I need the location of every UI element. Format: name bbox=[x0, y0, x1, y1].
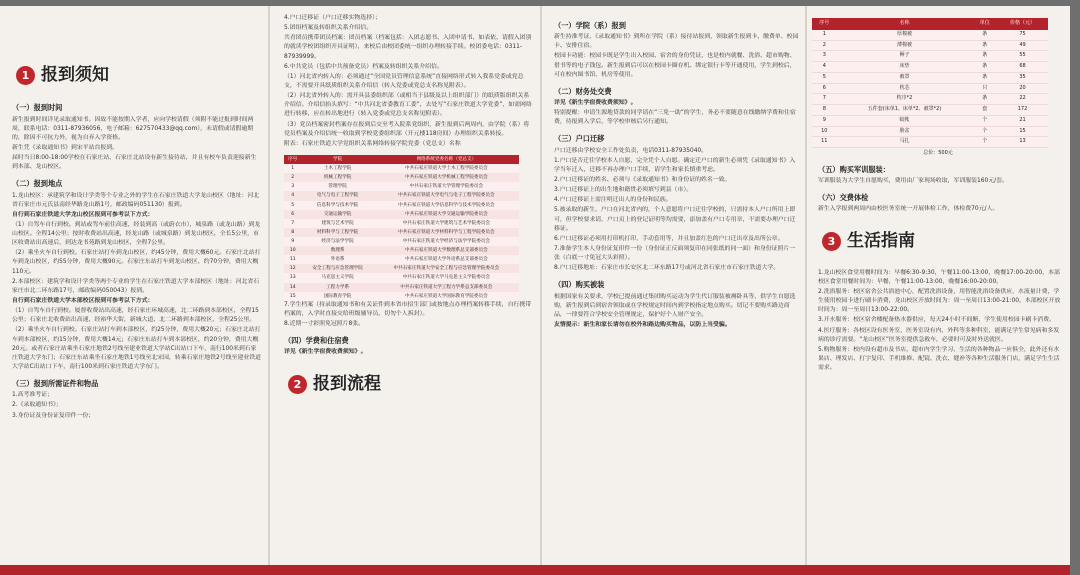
paragraph: 1.户口是否迁往学校本人自愿，完全凭个人自愿。确定迁户口的新生必须凭《录取通知书》入学当年迁入，迁移不再办理户口手续，请学生和家长慎重考虑。 bbox=[554, 157, 796, 173]
table-cell: 75 bbox=[997, 30, 1048, 40]
table-cell: 厚棉被 bbox=[837, 30, 973, 40]
table-row bbox=[284, 219, 519, 228]
table-row bbox=[812, 94, 1048, 105]
paragraph: （1）自驾车自行到校。厦督收费站出高速，经石家庄环城高速，北二环路到本部校区，全程15公里；石家庄北收费站出高速，经裕华大街，新城大道、北二环路到本部校区，全程25公里。 bbox=[12, 308, 259, 324]
table-cell: 4 bbox=[284, 191, 301, 200]
table-cell: 国际教育学院 bbox=[301, 292, 373, 301]
subsection-heading: （四）学费和住宿费 bbox=[284, 336, 349, 346]
fold-line bbox=[540, 6, 542, 575]
subsection-heading: （一）报到时间 bbox=[12, 103, 63, 113]
paragraph: 1.龙山校区：承建筑学和设计学类等个专业之外的学生在石家庄铁道大学龙山校区（地址：河北省石家庄市元氏县南经华路龙山路1号，邮政编码051130）报到。 bbox=[12, 192, 260, 208]
table-cell: 11 bbox=[284, 255, 301, 264]
table-cell: 5 bbox=[812, 72, 837, 83]
table-cell: 6 bbox=[284, 210, 301, 219]
table-cell: 中共石家庄铁道大学土木工程学院委员会 bbox=[374, 164, 519, 173]
subsection-heading: （一）学院（系）报到 bbox=[554, 21, 626, 30]
panel-registration-cont bbox=[278, 14, 533, 562]
paragraph: 特别提醒：申请生源地贷款的同学请在“三免一助”的学生，务必不要随意在线缴纳学费和住宿费，待报到入学后，等学校审核后另行通知。 bbox=[554, 110, 796, 126]
paragraph: 7.学生档案（持录取通知书和有关证件到本省市招生部门或按地点办理档案转移手续，自行携带档案的，入学时直接交给班级辅导员，切勿个人拆封）。 bbox=[284, 301, 532, 317]
table-cell: 套 bbox=[972, 105, 997, 116]
table-row bbox=[812, 40, 1048, 51]
table-row bbox=[284, 283, 519, 292]
subsection-heading: （六）交费体检 bbox=[818, 193, 869, 203]
table-cell: 管理学院 bbox=[301, 182, 373, 191]
table-cell: 脸盆 bbox=[837, 126, 973, 137]
panel-body bbox=[548, 20, 800, 330]
paragraph: （1）河北省内转入的：必须通过“全国党员管理信息系统”直接网络形式转入我系党委或党总支，不需要开具纸质组织关系介绍信（转入党委或党总支名称见附表）。 bbox=[284, 73, 524, 89]
table-row bbox=[812, 115, 1048, 126]
table-cell: 2 bbox=[812, 40, 837, 51]
table-header-cell: 序号 bbox=[284, 155, 301, 164]
brochure-sheet bbox=[0, 6, 1070, 575]
table-cell: 22 bbox=[997, 94, 1048, 105]
table-cell: 35 bbox=[997, 72, 1048, 83]
table-row bbox=[812, 62, 1048, 73]
table-header-cell: 单位 bbox=[972, 18, 997, 30]
table-cell: 2 bbox=[284, 173, 301, 182]
table-cell: 中共石家庄铁道大学数理系总支部委员会 bbox=[374, 246, 519, 255]
table-cell: 个 bbox=[972, 115, 997, 126]
section-title bbox=[288, 371, 533, 397]
table-header-cell: 序号 bbox=[812, 18, 837, 30]
table-cell: 五件套(床单1、床单*2、被罩*2) bbox=[837, 105, 973, 116]
table-cell: 薄棉被 bbox=[837, 40, 973, 51]
table-cell: 20 bbox=[997, 83, 1048, 94]
section-number-badge: 3 bbox=[822, 232, 841, 251]
section-title bbox=[16, 62, 262, 88]
paragraph: 3.开水服务：校区宿舍楼配备热水器供应，每天24小时不间断，学生使用校园卡刷卡消费。 bbox=[818, 317, 1055, 324]
subsection-heading: （四）购买被装 bbox=[554, 280, 605, 290]
panel-registration-notice bbox=[6, 14, 262, 562]
section-number-badge: 2 bbox=[288, 375, 307, 394]
bedding-total: 总价：500元 bbox=[923, 150, 953, 156]
table-cell: 中共石家庄铁道大学经济与法学学院委员会 bbox=[374, 237, 519, 246]
table-cell: 条 bbox=[972, 30, 997, 40]
table-header-cell: 名称 bbox=[837, 18, 973, 30]
table-cell: 中共石家庄铁道大学外语系总支部委员会 bbox=[374, 255, 519, 264]
table-cell: 14 bbox=[284, 283, 301, 292]
table-cell: 55 bbox=[997, 51, 1048, 62]
panel-body bbox=[278, 14, 533, 149]
table-cell: 条 bbox=[972, 51, 997, 62]
paragraph: 根据国家有关要求，学校已提前通过集团购买运动为学生代订服装被褥卧具等，供学生自愿选购，新生报到后到宿舍领取或在学校规定时间内到学校指定地点购买。切记不要购买路边商品，一律要符合学校安全管理规定，保护好个人财产安全。 bbox=[554, 293, 796, 318]
table-row bbox=[812, 126, 1048, 137]
subsection-heading: （二）报到地点 bbox=[12, 179, 63, 189]
table-cell: 10 bbox=[284, 246, 301, 255]
fold-line bbox=[805, 6, 807, 575]
table-cell: 9 bbox=[284, 237, 301, 246]
table-row bbox=[812, 137, 1048, 148]
table-cell: 1 bbox=[812, 30, 837, 40]
paragraph: （2）河北省外转入的：需开具县委组织部（或相当于县级及以上组织部门）的纸质版组织关系介绍信。介绍信抬头填写：“中共河北省委教育工委”，去处写“石家庄铁道大学党委”，如需网络进行转移，应在转出地进行（转入党委或党总支名称见附表）。 bbox=[284, 93, 532, 118]
table-row bbox=[284, 255, 519, 264]
table-cell: 马克思主义学院 bbox=[301, 273, 373, 282]
table-row bbox=[284, 292, 519, 301]
table-cell: 3 bbox=[812, 51, 837, 62]
table-cell: 交通运输学院 bbox=[301, 210, 373, 219]
subsection-heading: （三）户口迁移 bbox=[554, 134, 605, 144]
paragraph: 7.准备学生本人身份证复印件一份（身份证正反面须复印在同张纸的同一面）和身份证照片一张（白底一寸免冠大头彩照）。 bbox=[554, 246, 796, 262]
table-cell: 条 bbox=[972, 62, 997, 73]
paragraph: 详见《新生学宿费收费须知》。 bbox=[284, 349, 367, 356]
panel-life-guide bbox=[812, 14, 1064, 562]
section-title-text: 报到须知 bbox=[41, 65, 109, 85]
paragraph: 新生持准考证、《录取通知书》到所在学院（系）接待站报到，领取新生报到卡、缴费单、校园卡、安排住宿。 bbox=[554, 34, 799, 50]
table-cell: 床垫 bbox=[837, 62, 973, 73]
table-cell: 68 bbox=[997, 62, 1048, 73]
table-cell: 枕巾*2 bbox=[837, 94, 973, 105]
table-cell: 信息科学与技术学院 bbox=[301, 201, 373, 210]
paragraph: 8.近期一寸彩照免冠照片8张。 bbox=[284, 321, 365, 327]
table-cell: 建筑与艺术学院 bbox=[301, 219, 373, 228]
paragraph: 户口迁移由学校安全工作处负责，电话0311-87935040。 bbox=[554, 147, 708, 154]
section-title-text: 报到流程 bbox=[313, 374, 381, 395]
table-cell: 机械工程学院 bbox=[301, 173, 373, 182]
table-cell: 8 bbox=[812, 105, 837, 116]
table-cell: 5 bbox=[284, 201, 301, 210]
table-cell: 13 bbox=[997, 137, 1048, 148]
table-cell: 数理系 bbox=[301, 246, 373, 255]
table-cell: 中共石家庄铁道大学管理学院委员会 bbox=[374, 182, 519, 191]
table-cell: 10 bbox=[812, 126, 837, 137]
panel-body-lower bbox=[812, 269, 1064, 374]
table-row bbox=[284, 264, 519, 273]
table-cell: 8 bbox=[284, 228, 301, 237]
paragraph: 6.中共党员（包括中共预备党员）档案及转组织关系介绍信。 bbox=[284, 63, 443, 70]
table-cell: 21 bbox=[997, 115, 1048, 126]
table-header-cell: 学院 bbox=[301, 155, 373, 164]
table-row bbox=[284, 228, 519, 237]
table-cell: 条 bbox=[972, 94, 997, 105]
table-cell: 4 bbox=[812, 62, 837, 73]
table-cell: 15 bbox=[997, 126, 1048, 137]
paragraph: 2.本部校区：建筑学和设计学类等两个专业的学生在石家庄铁道大学本部校区（地址：河北省石家庄市北二环东路17号，邮政编码050043）报到。 bbox=[12, 278, 260, 294]
table-cell: 马扎 bbox=[837, 137, 973, 148]
table-cell: 49 bbox=[997, 40, 1048, 51]
subsection-heading: （五）购买军训服装： bbox=[818, 164, 890, 174]
bedding-price-table bbox=[812, 18, 1048, 148]
subsection-heading: （三）报到所需证件和物品 bbox=[12, 379, 99, 389]
table-cell: 中共石家庄铁道大学电气与电子工程学院委员会 bbox=[374, 191, 519, 200]
paragraph: 8.户口迁移地址：石家庄市长安区北二环东路17号或河北省石家庄市石家庄铁道大学。 bbox=[554, 265, 780, 272]
table-cell: 7 bbox=[812, 94, 837, 105]
table-cell: 材料科学与工程学院 bbox=[301, 228, 373, 237]
table-row bbox=[812, 105, 1048, 116]
panel-body bbox=[812, 164, 1064, 215]
paragraph: 2.《录取通知书》； bbox=[12, 402, 62, 409]
paragraph: 新生凭《录取通知书》到宋平站台报到。 bbox=[12, 144, 119, 151]
paragraph: 4.医疗服务：各校区设有医务室，医务室设有内、外科等多种科室，能满足学生常见病和多发病的诊疗需要。“龙山校区”医务室提供急救车，必要时可及时外送就医。 bbox=[818, 327, 1060, 343]
table-cell: 1 bbox=[284, 164, 301, 173]
section-title-text: 生活指南 bbox=[847, 231, 915, 252]
paragraph: 3.身份证及身份证复印件一份； bbox=[12, 412, 95, 419]
subsection-heading: （二）财务处交费 bbox=[554, 86, 612, 96]
paragraph: 详见《新生学宿费收费须知》。 bbox=[554, 100, 637, 107]
table-header-cell: 网络系统党委名称（党总支） bbox=[374, 155, 519, 164]
table-cell: 电气与电子工程学院 bbox=[301, 191, 373, 200]
table-cell: 条 bbox=[972, 72, 997, 83]
panel-body bbox=[6, 102, 262, 420]
paragraph: （3）党员档案密封档案存在报到后交至考入院系党组织，新生报到后两周内，由学院（系）将党员档案及介绍信统一收取到学校党委组织部（开元楼118房间）办理组织关系转接。 bbox=[284, 121, 530, 137]
table-caption: 附表：石家庄铁道大学党组织关系网络转接学院党委（党总支）名称 bbox=[284, 140, 461, 147]
table-row bbox=[284, 210, 519, 219]
table-cell: 经济与法学学院 bbox=[301, 237, 373, 246]
table-row bbox=[284, 173, 519, 182]
table-cell: 被罩 bbox=[837, 72, 973, 83]
panel-registration-process bbox=[548, 14, 800, 562]
table-cell: 中共石家庄铁道大学交通运输学院委员会 bbox=[374, 210, 519, 219]
table-row bbox=[284, 191, 519, 200]
paragraph: （2）乘坐火车自行到校。石家庄站打车到龙山校区，约45分钟，费用大概60元。石家庄北站打车到龙山校区，约55分钟，费用大概90元。石家庄东站打车到龙山校区，约70分钟，费用大概110元。 bbox=[12, 250, 261, 275]
table-cell: 7 bbox=[284, 219, 301, 228]
paragraph: 4.户口迁移证（户口迁移实物选择）； bbox=[284, 15, 381, 21]
table-row bbox=[284, 164, 519, 173]
paragraph: 1.龙山校区食堂用餐时间为：早餐6:30-9:30，午餐11:00-13:00，晚餐17:00-20:00，本部校区食堂用餐时间为：早餐，午餐11:00-13:00，晚餐16:00-20:00。 bbox=[818, 269, 1060, 285]
table-cell: 个 bbox=[972, 126, 997, 137]
table-cell: 6 bbox=[812, 83, 837, 94]
table-cell: 3 bbox=[284, 182, 301, 191]
table-cell: 11 bbox=[812, 137, 837, 148]
table-row bbox=[284, 273, 519, 282]
paragraph: 1.高考准考证； bbox=[12, 392, 53, 399]
table-row bbox=[284, 237, 519, 246]
table-cell: 中共石家庄铁道大学国际教育学院委员会 bbox=[374, 292, 519, 301]
paragraph: 5.被录取的新生，户口在河北省内的，个人意愿将户口迁往学校的，只需持本人户口所用上即可，但学校要求请，户口页上的登记证明等均需要，添加盖有户口专用章，不需要办理户口迁移证。 bbox=[554, 207, 796, 232]
paragraph: 5.购物服务：校内设有超市及书店，超市内学生学习、生活的各种物品一应俱全，此外还有水果店、理发店、打字复印、手机维修、配镜、洗衣、缝补等各种生活服务门店，满足学生生活需求。 bbox=[818, 346, 1060, 372]
table-cell: 蚊帐 bbox=[837, 115, 973, 126]
table-cell: 枕芯 bbox=[837, 83, 973, 94]
table-row bbox=[812, 51, 1048, 62]
table-cell: 中共石家庄铁道大学安全工程与应急管理学院委员会 bbox=[374, 264, 519, 273]
brochure-bottom-strip bbox=[0, 565, 1070, 575]
paragraph: 自行到石家庄铁道大学本部校区报到可参考以下方式： bbox=[12, 298, 154, 305]
section-number-badge: 1 bbox=[16, 66, 35, 85]
paragraph: 新生入学报到两周内由校医务室统一开展体检工作，体检费70元/人。 bbox=[818, 206, 999, 213]
paragraph: 2.户口迁移证的姓名、必须与《录取通知书》和身份证的姓名一致。 bbox=[554, 177, 731, 184]
section-title bbox=[822, 228, 1064, 254]
table-cell: 中共石家庄铁道大学建筑与艺术学院委员会 bbox=[374, 219, 519, 228]
table-cell: 12 bbox=[284, 264, 301, 273]
table-row bbox=[812, 30, 1048, 40]
table-cell: 中共石家庄铁道大学马克思主义学院委员会 bbox=[374, 273, 519, 282]
table-cell: 中共石家庄铁道大学信息科学与技术学院委员会 bbox=[374, 201, 519, 210]
table-cell: 中共石家庄铁道大学机械工程学院委员会 bbox=[374, 173, 519, 182]
table-cell: 13 bbox=[284, 273, 301, 282]
paragraph: 友情提示：新生和家长请勿在校外和路边购买物品，以防上当受骗。 bbox=[554, 322, 731, 328]
table-cell: 172 bbox=[997, 105, 1048, 116]
paragraph: 2.洗浴服务：校区宿舍公共浴池中心，配置洗浴设备，用智能洗浴设备供应，水流量计费，学生使用校园卡进行刷卡消费，龙山校区开放时间为：周一至周日13:00-21:00，本部校区开放时间为：周一至周日13:00-22:00。 bbox=[818, 288, 1061, 314]
paragraph: 军训服装为大学生自愿购买，费用由厂家现场收取，军训服装160元/套。 bbox=[818, 177, 1008, 184]
paragraph: （1）自驾车自行到校。到站或驾车前往高速，经装到高（或蔚衣市），城泉路（或龙山路）到龙山校区。全程14公里；按时收费站出高速，经龙山路（或城泉路）到龙山校区，全长5公里，市区收费站出高速后，到达龙书苑路到龙山校区，全程7公里。 bbox=[12, 221, 261, 247]
table-cell: 中共石家庄铁道大学工程力学系总支部委员会 bbox=[374, 283, 519, 292]
fold-line bbox=[268, 6, 270, 575]
party-committee-table bbox=[284, 155, 519, 301]
table-cell: 15 bbox=[284, 292, 301, 301]
table-row bbox=[812, 72, 1048, 83]
table-cell: 安全工程与应急管理学院 bbox=[301, 264, 373, 273]
table-cell: 条 bbox=[972, 40, 997, 51]
paragraph: 自行到石家庄铁道大学龙山校区报到可参考以下方式： bbox=[12, 211, 154, 218]
table-cell: 褥子 bbox=[837, 51, 973, 62]
table-cell: 工程力学系 bbox=[301, 283, 373, 292]
paragraph: 5.团组档案及转组织关系介绍信。 bbox=[284, 25, 373, 32]
paragraph: 届时当日8:00-18:00学校在石家庄站、石家庄北站设有新生接待站，并且有校车负责迎接新生到本部、龙山校区。 bbox=[12, 155, 257, 171]
table-cell: 土木工程学院 bbox=[301, 164, 373, 173]
table-row bbox=[812, 83, 1048, 94]
paragraph: 校园卡功能：校园卡既是学生出入校园、宿舍的身份凭证，也是校内就餐、洗浴、超市购物、借书等的电子钱包。新生报到后可以在校园卡圈存机、绑定银行卡等开通使用，学生到校后，可在校内图书馆、机房等使用。 bbox=[554, 53, 796, 78]
paragraph: 新生报到时间详见录取通知书。因故不能按期入学者，应向学校请假（须附不能过报到时间两周，联系电话：0311-87936056，电子邮箱：627570433@qq.com），未请假或请假逾期的，除因不可抗力外，视为自弃入学资格。 bbox=[12, 116, 254, 141]
table-row bbox=[284, 201, 519, 210]
paragraph: （2）乘坐火车自行到校。石家庄站打车到本部校区，约25分钟，费用大概20元；石家庄北站打车到本部校区，约15分钟，费用大概14元；石家庄东站打车到本部校区，约20分钟，费用大概20元。或者石家庄站乘坐石家庄地铁2号线至建业铁道大学站C出站口下车，南行100米到石家庄铁道大学东门；石家庄东站乘坐石家庄地铁1号线至北宋园，转乘石家庄地铁2号线至建业铁道大学站C出站口下车，南行100米到石家庄铁道大学东门。 bbox=[12, 327, 262, 371]
table-header-cell: 价格（元） bbox=[997, 18, 1048, 30]
paragraph: 3.户口迁移证上的出生地和籍贯必须填写到县（市）。 bbox=[554, 187, 693, 194]
table-cell: 中共石家庄铁道大学材料科学与工程学院委员会 bbox=[374, 228, 519, 237]
panel-body-lower bbox=[278, 301, 533, 358]
paragraph: 共青团员携带团员档案：团员档案（档案包括：入团志愿书、入团申请书、如表依、请假入团别的就读学校团组织开具证明），来校后由校团委统一组织办理转接手续。校团委电话：0311-87939999。 bbox=[284, 35, 532, 60]
table-cell: 外语系 bbox=[301, 255, 373, 264]
paragraph: 6.户口迁移证必须用打印机打印，手动套用等，并且加盖红色的户口迁出章及出所公章。 bbox=[554, 235, 784, 242]
table-row bbox=[284, 182, 519, 191]
table-cell: 个 bbox=[972, 137, 997, 148]
paragraph: 4.户口迁移证上需注明迁出人的身份和民族。 bbox=[554, 197, 672, 204]
table-cell: 只 bbox=[972, 83, 997, 94]
table-cell: 9 bbox=[812, 115, 837, 126]
table-row bbox=[284, 246, 519, 255]
